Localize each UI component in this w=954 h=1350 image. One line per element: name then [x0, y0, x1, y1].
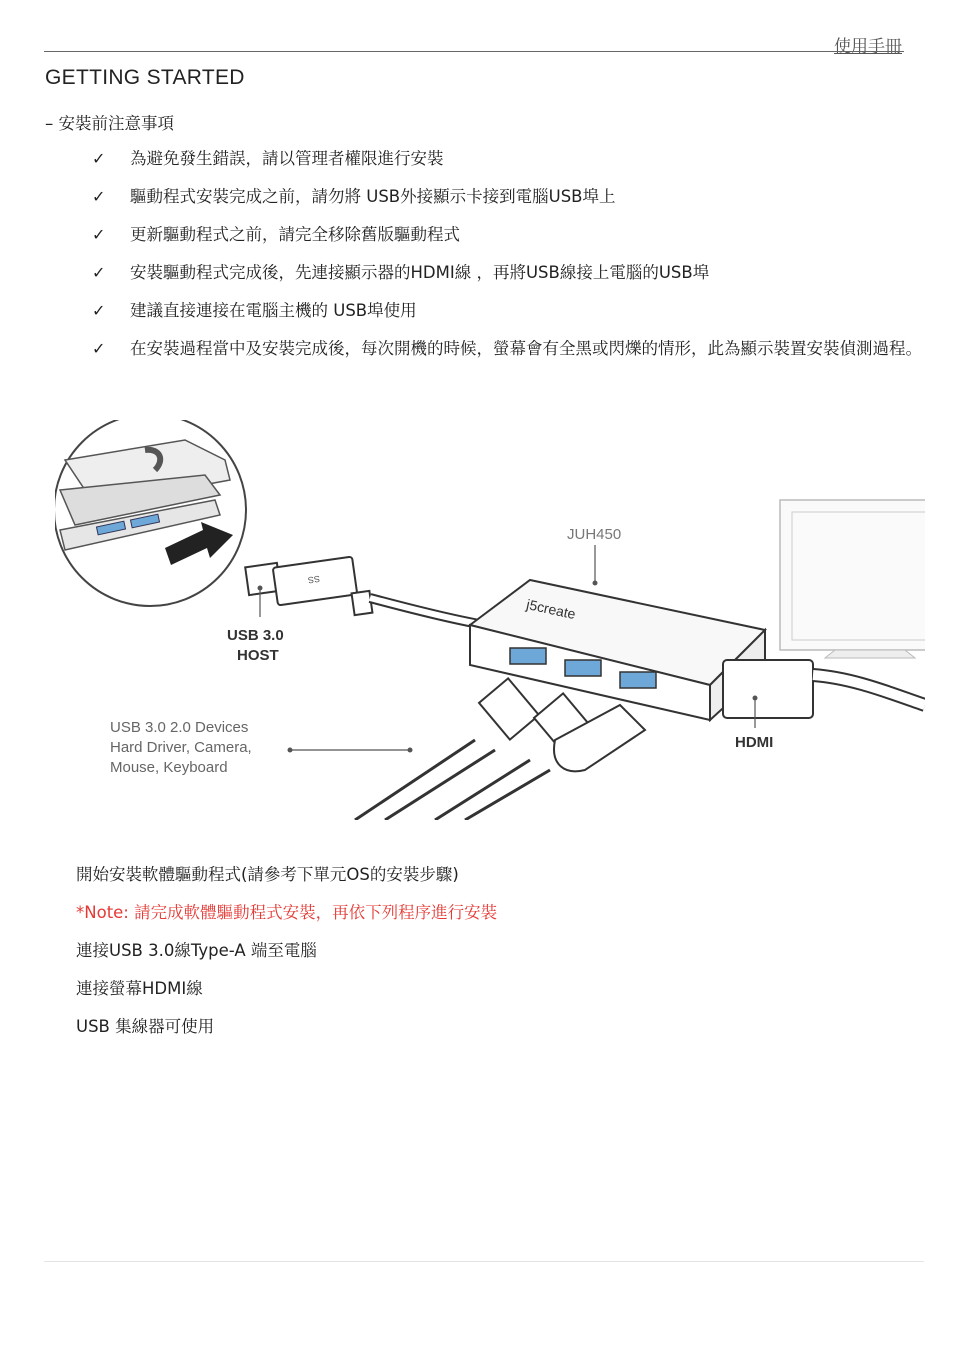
- installation-steps: [76, 856, 497, 1046]
- host-label-line2: HOST: [237, 647, 279, 664]
- checklist-item: [0, 254, 954, 292]
- devices-label-line3: Mouse, Keyboard: [110, 759, 228, 776]
- model-label: JUH450: [567, 526, 622, 543]
- devices-label-line2: Hard Driver, Camera,: [110, 739, 252, 756]
- header-label: 使用手冊: [834, 37, 902, 57]
- monitor-illustration: [780, 500, 925, 658]
- footer-rule: [44, 1261, 924, 1262]
- checkmark-icon: ✓: [92, 187, 106, 206]
- devices-label-line1: USB 3.0 2.0 Devices: [110, 719, 249, 736]
- checklist-item: [0, 216, 954, 254]
- checkmark-icon: ✓: [92, 225, 106, 244]
- checklist-item: [0, 178, 954, 216]
- checklist-item-text: 更新驅動程式之前，請完全移除舊版驅動程式: [130, 225, 460, 244]
- install-note: *Note: 請完成軟體驅動程式安裝，再依下列程序進行安裝: [76, 903, 498, 922]
- laptop-inset-illustration: [55, 420, 246, 606]
- checkmark-icon: ✓: [92, 149, 106, 168]
- checklist-item-text: 為避免發生錯誤，請以管理者權限進行安裝: [130, 149, 444, 168]
- precautions-checklist: [0, 140, 954, 368]
- checklist-item-text: 在安裝過程當中及安裝完成後，每次開機的時候，螢幕會有全黑或閃爍的情形，此為顯示裝置安裝偵測過程。: [130, 339, 922, 358]
- checklist-item: [0, 330, 954, 368]
- hdmi-plug: [723, 660, 925, 718]
- header-rule: [44, 51, 904, 52]
- checklist-item: [0, 140, 954, 178]
- step-connect-hdmi: 連接螢幕HDMI線: [76, 979, 203, 998]
- step-hub-ready: USB 集線器可使用: [76, 1017, 215, 1036]
- usb-ss-logo-label: SS: [307, 573, 321, 586]
- usb-host-plug: [245, 557, 485, 625]
- checklist-item-text: 安裝驅動程式完成後，先連接顯示器的HDMI線 ，再將USB線接上電腦的USB埠: [130, 263, 710, 282]
- section-title: GETTING STARTED: [45, 66, 245, 89]
- steps-intro: 開始安裝軟體驅動程式(請參考下單元OS的安裝步驟): [76, 865, 459, 884]
- host-label-line1: USB 3.0: [227, 627, 284, 644]
- step-connect-usb: 連接USB 3.0線Type-A 端至電腦: [76, 941, 317, 960]
- checklist-item-text: 建議直接連接在電腦主機的 USB埠使用: [130, 301, 417, 320]
- checklist-item-text: 驅動程式安裝完成之前，請勿將 USB外接顯示卡接到電腦USB埠上: [130, 187, 616, 206]
- checklist-item: [0, 292, 954, 330]
- hdmi-label: HDMI: [735, 734, 774, 751]
- checkmark-icon: ✓: [92, 263, 106, 282]
- section-subheading: – 安裝前注意事項: [45, 114, 174, 133]
- usb-device-plugs: [355, 678, 645, 820]
- brand-logo: j5create: [525, 596, 578, 623]
- checkmark-icon: ✓: [92, 339, 106, 358]
- checkmark-icon: ✓: [92, 301, 106, 320]
- connection-diagram: [55, 420, 925, 820]
